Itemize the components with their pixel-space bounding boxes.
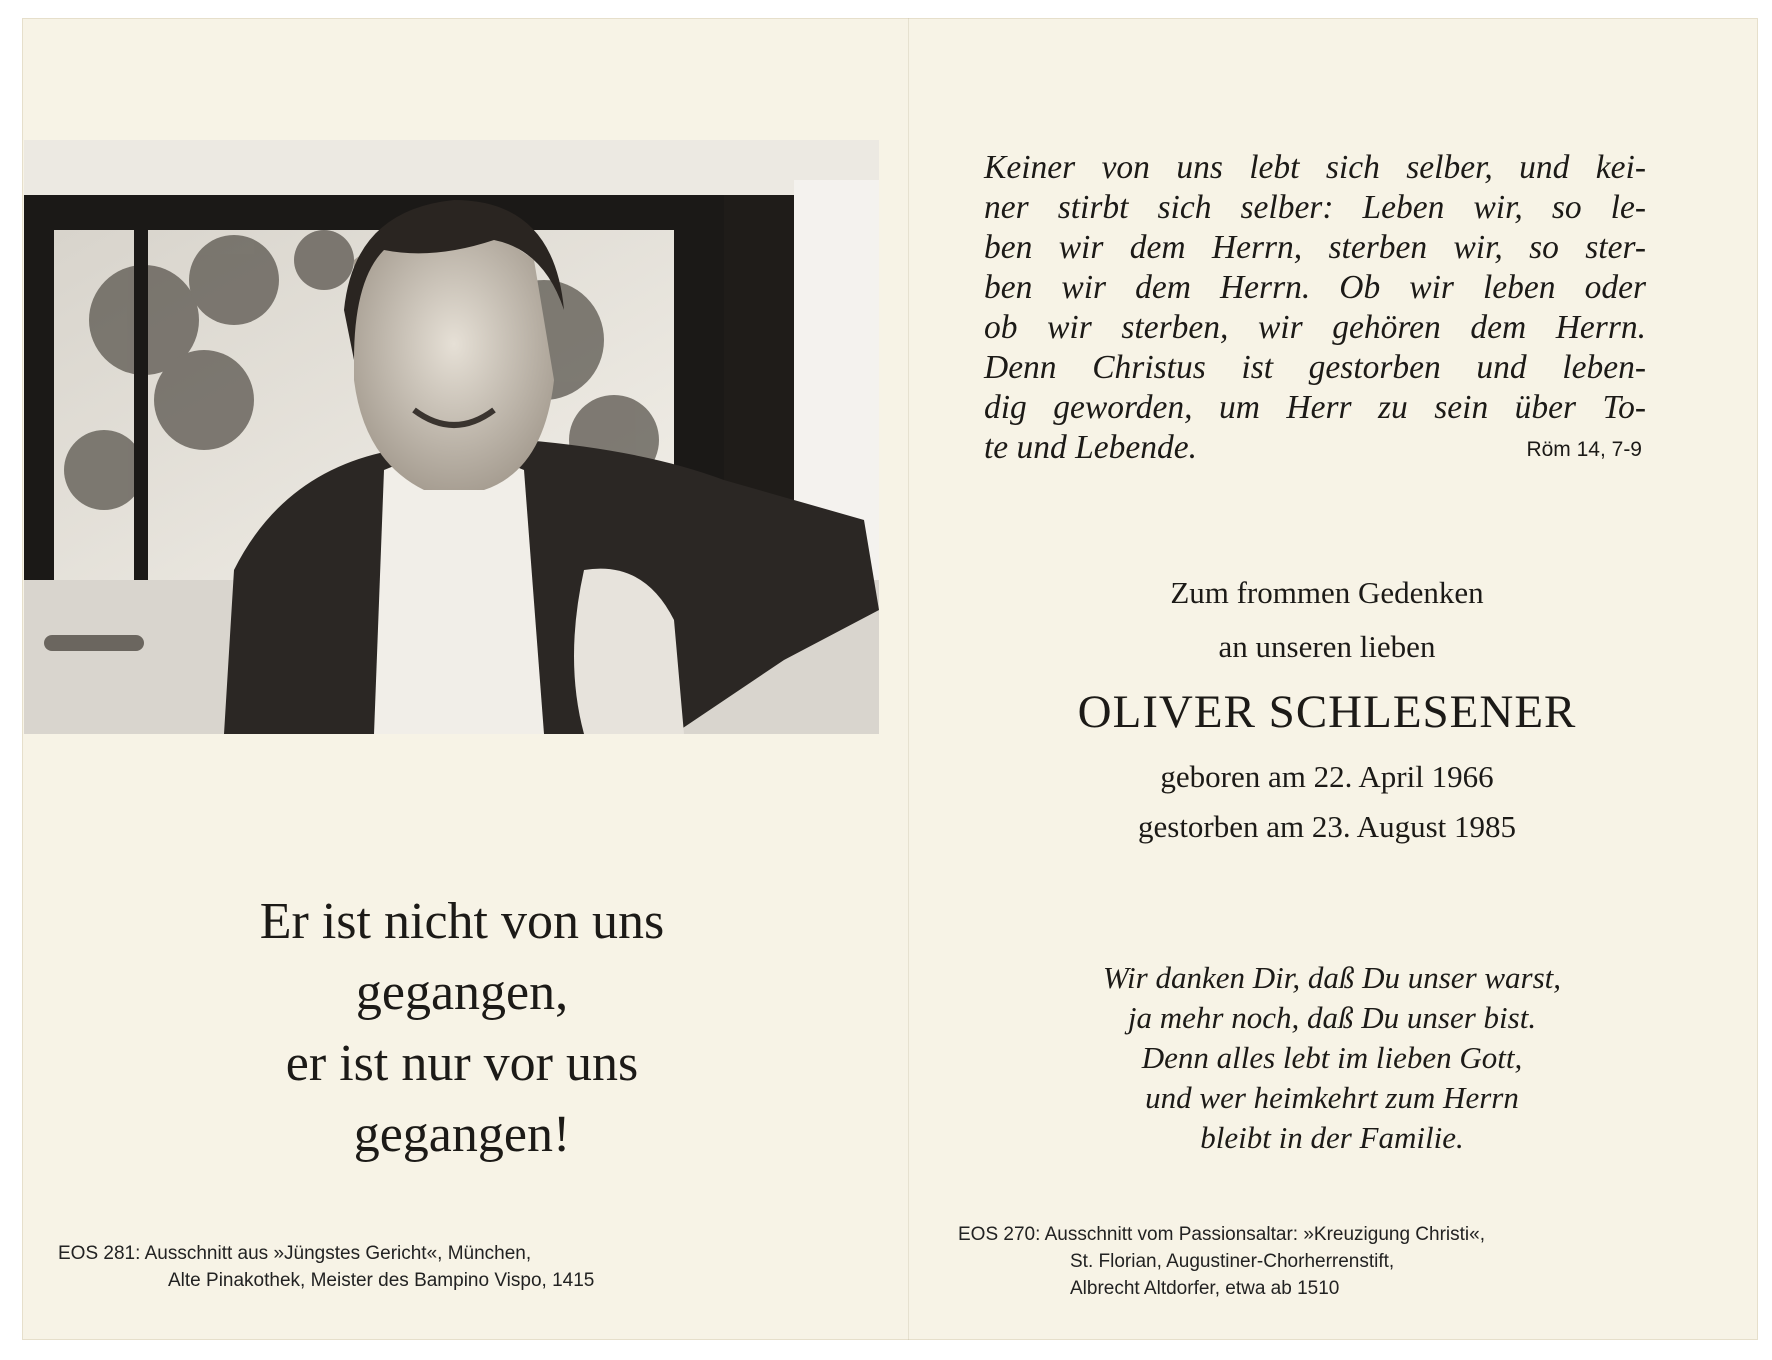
motto-line: er ist nur vor uns (285, 1035, 639, 1092)
verse-line: ben wir dem Herrn, sterben wir, so ster- (984, 229, 1646, 266)
death-date: gestorben am 23. August 1985 (1138, 809, 1516, 844)
credit-line: Alte Pinakothek, Meister des Bampino Vispo, 1415 (168, 1270, 595, 1291)
poem-line: Wir danken Dir, daß Du unser warst, (1102, 960, 1562, 995)
motto-line: gegangen, (355, 964, 569, 1021)
poem-line: bleibt in der Familie. (1200, 1120, 1464, 1155)
memorial-card (22, 18, 1758, 1340)
poem-line: und wer heimkehrt zum Herrn (1145, 1080, 1519, 1115)
verse-line: ner stirbt sich selber: Leben wir, so le- (984, 189, 1646, 226)
memorial-intro: Zum frommen Gedenken (1170, 575, 1484, 610)
credit-line: EOS 270: Ausschnitt vom Passionsaltar: »Kreuzigung Christi«, (958, 1224, 1485, 1245)
deceased-name: OLIVER SCHLESENER (1077, 686, 1577, 738)
memorial-intro: an unseren lieben (1218, 629, 1436, 664)
poem-line: ja mehr noch, daß Du unser bist. (1127, 1000, 1537, 1035)
right-image-credit (958, 1221, 1485, 1302)
closing-poem (967, 958, 1697, 1158)
verse-line: te und Lebende. (984, 429, 1198, 466)
memorial-block (962, 566, 1692, 852)
verse-line: ben wir dem Herrn. Ob wir leben oder (984, 269, 1646, 306)
portrait-photo-image (24, 140, 879, 734)
verse-line: Keiner von uns lebt sich selber, und kei- (984, 149, 1646, 186)
left-image-credit (58, 1240, 594, 1294)
motto-line: gegangen! (353, 1106, 571, 1163)
portrait-photo (24, 140, 879, 734)
credit-line: Albrecht Altdorfer, etwa ab 1510 (1070, 1278, 1340, 1299)
memorial-motto (82, 886, 842, 1170)
poem-line: Denn alles lebt im lieben Gott, (1141, 1040, 1523, 1075)
verse-line: ob wir sterben, wir gehören dem Herrn. (984, 309, 1646, 346)
credit-line: St. Florian, Augustiner-Chorherrenstift, (1070, 1251, 1395, 1272)
bible-verse (984, 148, 1646, 468)
fold-line (908, 18, 909, 1340)
verse-line: Denn Christus ist gestorben und leben- (984, 349, 1646, 386)
birth-date: geboren am 22. April 1966 (1160, 759, 1494, 794)
verse-line: dig geworden, um Herr zu sein über To- (984, 389, 1646, 426)
verse-reference: Röm 14, 7-9 (1526, 438, 1642, 461)
motto-line: Er ist nicht von uns (259, 893, 665, 950)
credit-line: EOS 281: Ausschnitt aus »Jüngstes Gericht«, München, (58, 1243, 532, 1264)
